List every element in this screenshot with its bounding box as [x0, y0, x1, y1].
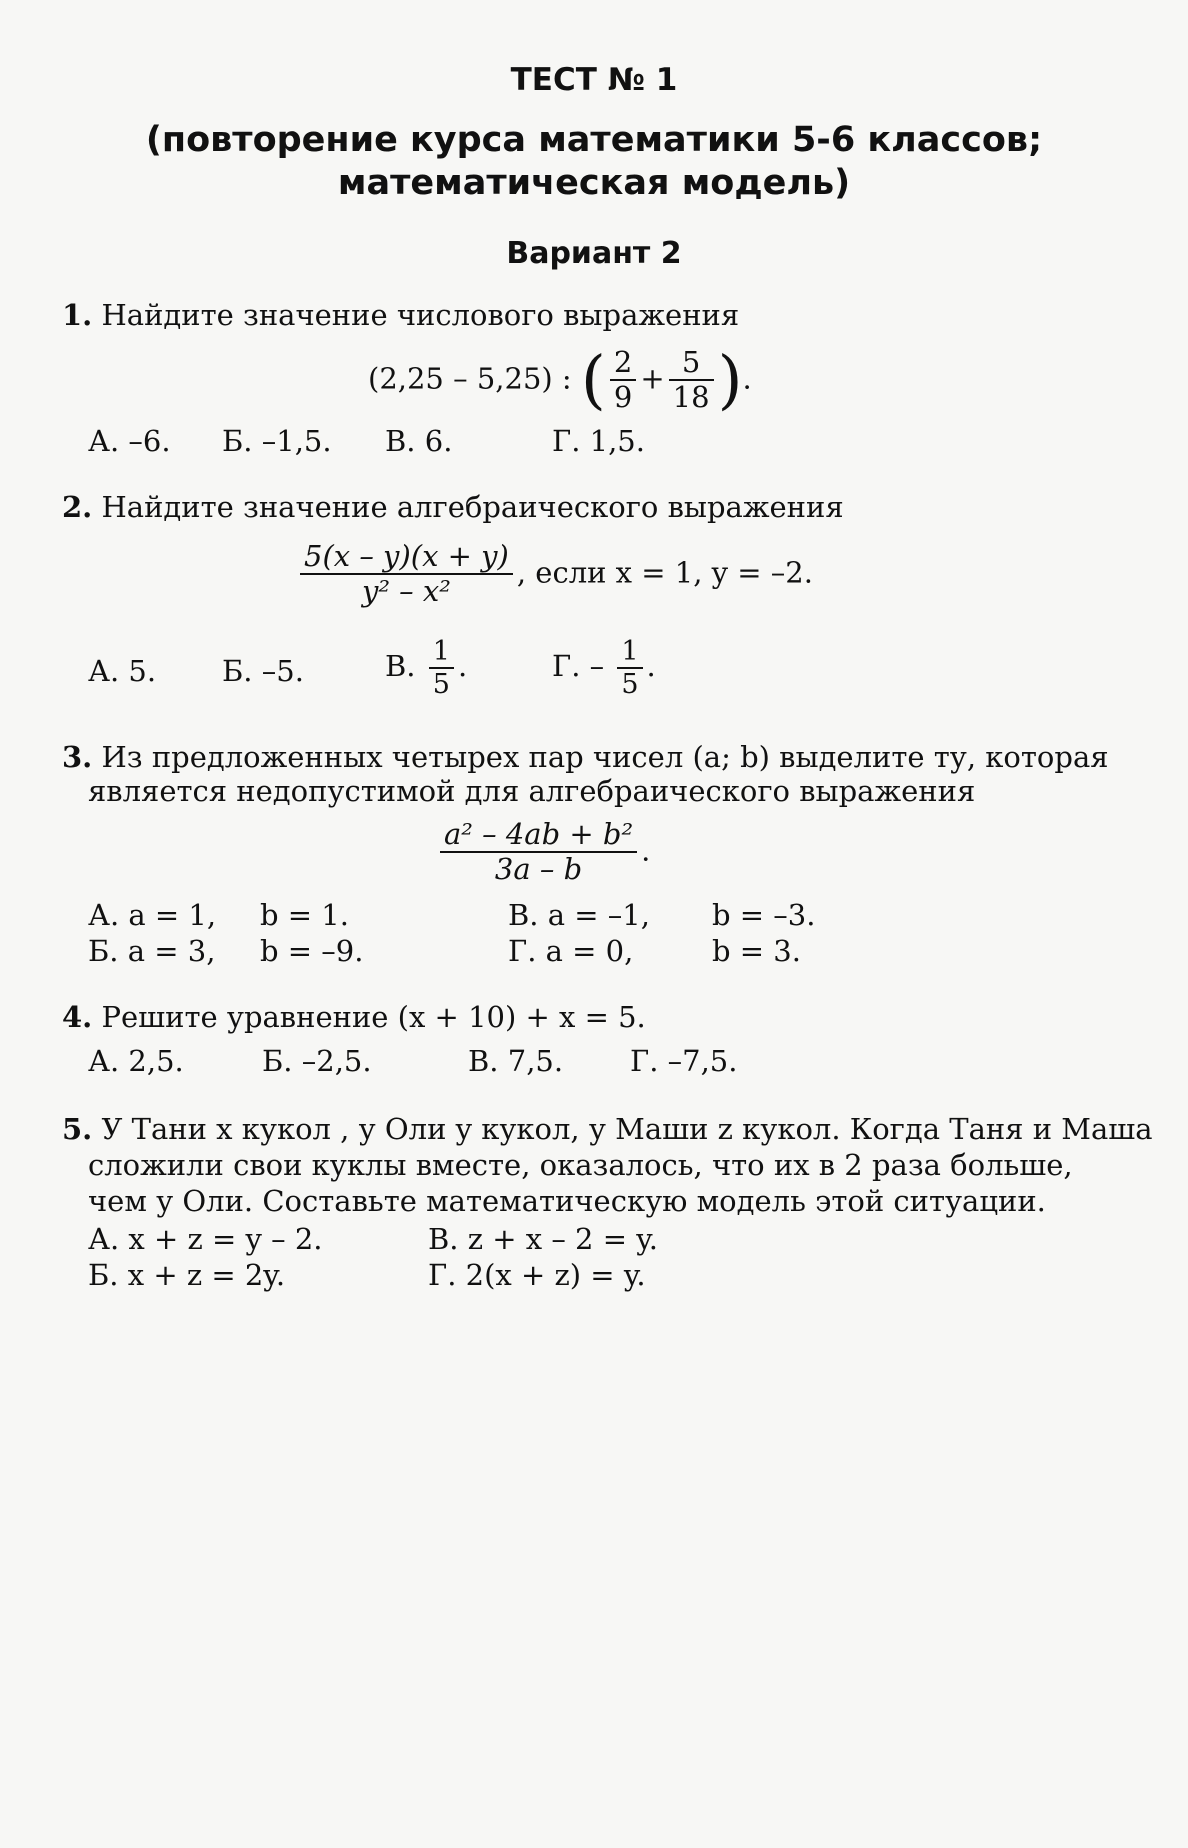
option-v[interactable] — [385, 636, 467, 700]
question-number: 3. — [62, 740, 93, 774]
question-text: Найдите значение числового выражения — [101, 298, 740, 332]
question-1-expression — [368, 343, 752, 418]
frac-num: 1 — [429, 636, 454, 669]
option-a[interactable]: А. x + z = y – 2. — [88, 1222, 323, 1256]
option-label: Г. – — [552, 649, 605, 684]
question-text: Найдите значение алгебраического выражения — [101, 490, 844, 524]
plus-sign: + — [640, 361, 665, 396]
frac-den: 9 — [613, 380, 633, 415]
option-b[interactable]: Б. –5. — [222, 654, 304, 688]
question-number: 1. — [62, 298, 93, 332]
fraction-5-18 — [669, 346, 714, 415]
option-g[interactable] — [552, 636, 656, 700]
left-paren: ( — [580, 343, 606, 418]
option-g[interactable]: Г. 2(x + z) = y. — [428, 1258, 646, 1292]
subtitle-line2: математическая модель) — [337, 163, 851, 203]
question-5 — [62, 1112, 1152, 1146]
fraction-1-5 — [617, 636, 642, 700]
fraction-expression — [440, 818, 637, 887]
option-b-b: b = –9. — [260, 934, 364, 968]
frac-num: 5 — [669, 346, 714, 381]
option-end: . — [457, 649, 468, 684]
question-2-expression — [296, 540, 813, 609]
question-3 — [62, 740, 1109, 774]
fraction-2-9 — [610, 346, 636, 415]
frac-den: 5 — [432, 669, 450, 701]
fraction-expression — [300, 540, 513, 609]
question-text-line2: сложили свои куклы вместе, оказалось, что их в 2 раза больше, — [88, 1148, 1073, 1182]
option-b[interactable]: Б. a = 3, — [88, 934, 216, 968]
expr-end: . — [742, 361, 752, 396]
option-a[interactable]: А. 5. — [88, 654, 157, 688]
question-1 — [62, 298, 739, 332]
fraction-1-5 — [429, 636, 454, 700]
variant-label: Вариант 2 — [506, 236, 682, 271]
option-a-value: А. a = 1, — [88, 898, 217, 932]
question-text-line1: Из предложенных четырех пар чисел (a; b) выделите ту, которая — [101, 740, 1109, 774]
question-3-expression — [436, 818, 650, 887]
option-g[interactable]: Г. a = 0, — [508, 934, 634, 968]
option-b[interactable]: Б. –1,5. — [222, 424, 332, 458]
question-number: 5. — [62, 1112, 93, 1146]
option-v-b: b = –3. — [712, 898, 816, 932]
test-title: ТЕСТ № 1 — [510, 62, 678, 98]
option-g[interactable]: Г. 1,5. — [552, 424, 645, 458]
question-text-line1: У Тани x кукол , у Оли y кукол, у Маши z кукол. Когда Таня и Маша — [101, 1112, 1153, 1146]
option-g-b: b = 3. — [712, 934, 801, 968]
option-v[interactable]: В. z + x – 2 = y. — [428, 1222, 658, 1256]
question-number: 2. — [62, 490, 93, 524]
question-2 — [62, 490, 844, 524]
question-4 — [62, 1000, 646, 1034]
frac-num: 2 — [610, 346, 636, 381]
right-paren: ) — [717, 343, 743, 418]
option-label: В. — [385, 649, 416, 684]
option-v[interactable]: В. 7,5. — [468, 1044, 564, 1078]
frac-num: 1 — [617, 636, 642, 669]
condition: , если x = 1, y = –2. — [516, 555, 813, 590]
option-v[interactable]: В. 6. — [385, 424, 453, 458]
frac-den: y² – x² — [361, 574, 451, 609]
option-g[interactable]: Г. –7,5. — [630, 1044, 738, 1078]
frac-den: 5 — [621, 669, 639, 701]
question-text: Решите уравнение (x + 10) + x = 5. — [101, 1000, 646, 1034]
option-a[interactable]: А. –6. — [88, 424, 171, 458]
frac-den: 18 — [672, 380, 710, 415]
option-a-b: b = 1. — [260, 898, 349, 932]
frac-num: a² – 4ab + b² — [440, 818, 637, 853]
option-end: . — [646, 649, 656, 684]
option-a[interactable] — [88, 898, 216, 932]
question-number: 4. — [62, 1000, 93, 1034]
expr-end: . — [641, 833, 651, 868]
option-a[interactable]: А. 2,5. — [88, 1044, 184, 1078]
frac-num: 5(x – y)(x + y) — [300, 540, 513, 575]
option-b[interactable]: Б. x + z = 2y. — [88, 1258, 286, 1292]
frac-den: 3a – b — [494, 852, 583, 887]
question-text-line2: является недопустимой для алгебраического выражения — [88, 774, 976, 808]
option-v[interactable]: В. a = –1, — [508, 898, 650, 932]
subtitle-line1: (повторение курса математики 5-6 классов; — [145, 120, 1043, 160]
question-text-line3: чем у Оли. Составьте математическую модель этой ситуации. — [88, 1184, 1046, 1218]
option-b[interactable]: Б. –2,5. — [262, 1044, 372, 1078]
expr-left: (2,25 – 5,25) : — [368, 361, 572, 396]
